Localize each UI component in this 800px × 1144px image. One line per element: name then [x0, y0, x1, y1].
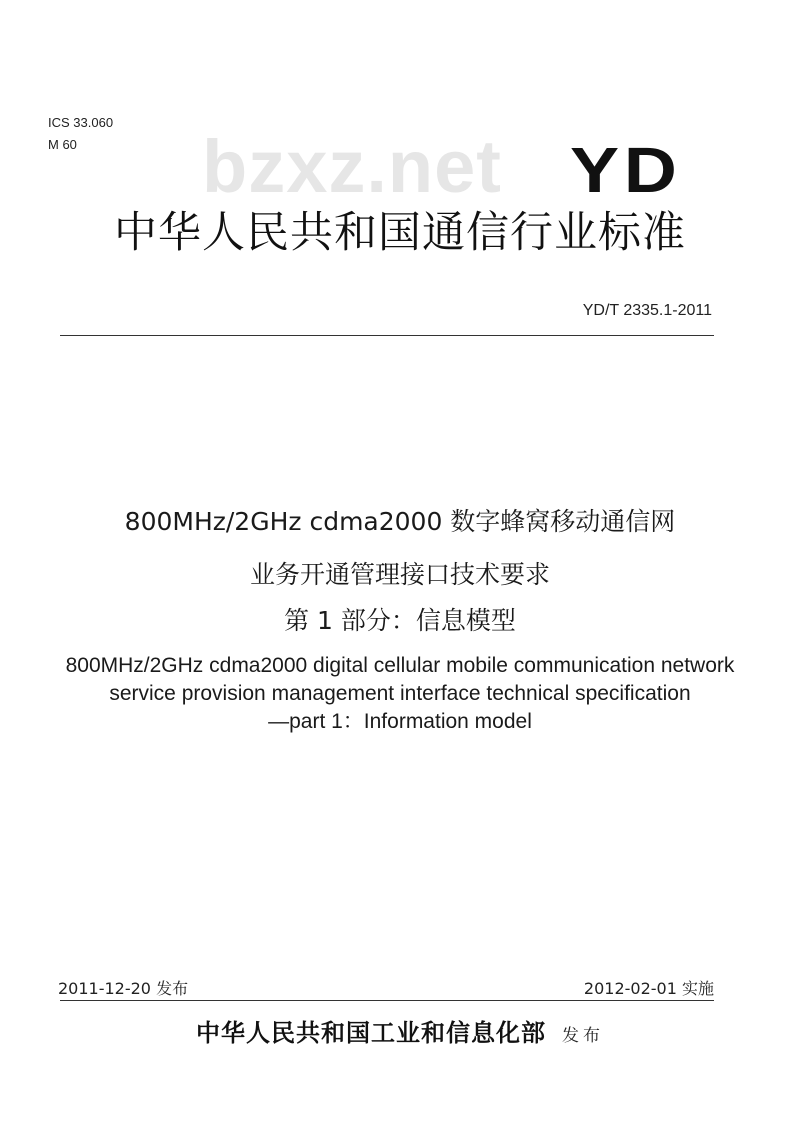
cn-title-line-2: 业务开通管理接口技术要求: [249, 560, 550, 589]
classification-codes: [48, 112, 113, 156]
footer-divider: [60, 1000, 714, 1001]
standard-number: YD/T 2335.1-2011: [582, 302, 712, 319]
publisher-name: 中华人民共和国工业和信息化部: [196, 1019, 546, 1047]
ics-code: ICS 33.060: [48, 115, 114, 130]
publisher-suffix: 发布: [562, 1026, 604, 1046]
issue-date: 2011-12-20 发布: [58, 979, 189, 998]
watermark: bzxz.net: [202, 125, 502, 208]
en-title-line-2: service provision management interface technical specification: [109, 682, 691, 705]
header-divider: [60, 335, 714, 336]
en-title-line-1: 800MHz/2GHz cdma2000 digital cellular mobile communication network: [65, 654, 735, 677]
category-code: M 60: [48, 137, 77, 152]
cn-title-line-1: 800MHz/2GHz cdma2000 数字蜂窝移动通信网: [124, 507, 676, 536]
cn-title-line-3: 第 1 部分：信息模型: [284, 606, 516, 635]
implementation-date: 2012-02-01 实施: [583, 979, 714, 998]
organization-title: 中华人民共和国通信行业标准: [114, 208, 686, 258]
yd-logo: YD: [570, 134, 682, 206]
en-title-line-3: —part 1：Information model: [268, 710, 532, 733]
publisher-line: [0, 1013, 800, 1048]
